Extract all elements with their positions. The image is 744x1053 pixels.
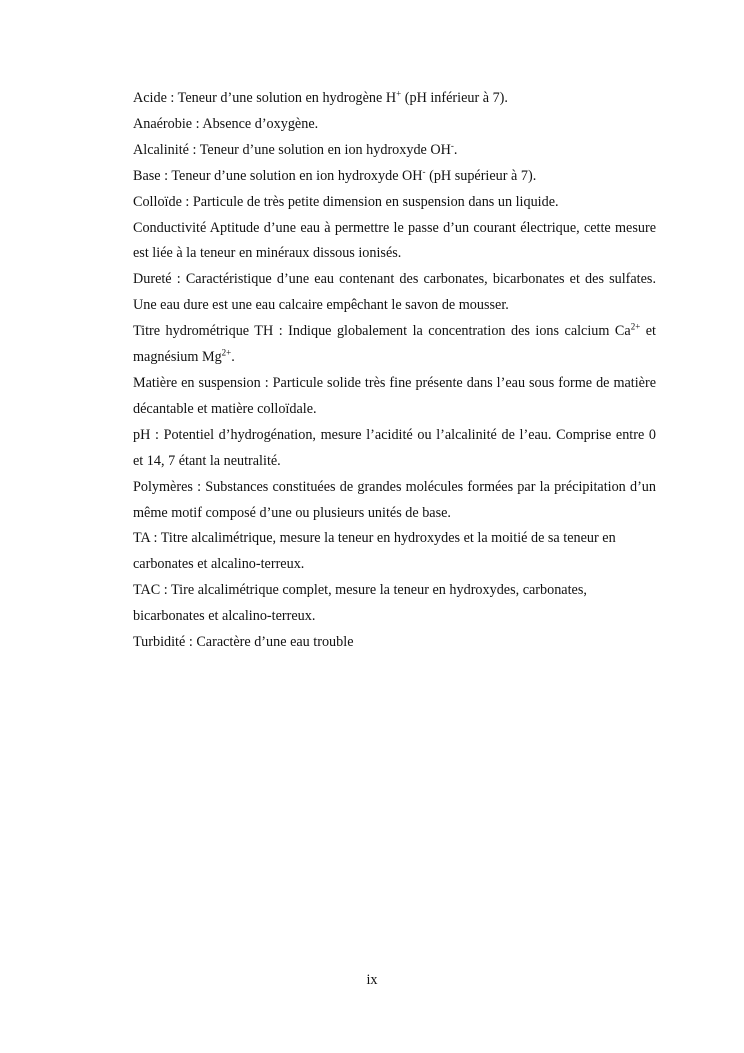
- entry-text: TAC : Tire alcalimétrique complet, mesure la teneur en hydroxydes, carbonates, bicarbonates et alcalino-terreux.: [133, 582, 587, 625]
- glossary-entry-titre-hydrometrique: [133, 319, 656, 371]
- glossary-entry-colloide: [133, 190, 656, 216]
- entry-text: Conductivité Aptitude d’une eau à permettre le passe d’un courant électrique, cette mesure est liée à la teneur en minéraux dissous ionisés.: [133, 219, 656, 262]
- glossary-entry-base: [133, 164, 656, 190]
- entry-text: .: [453, 141, 458, 158]
- glossary-entry-acide: [133, 86, 656, 112]
- entry-text: Alcalinité : Teneur d’une solution en ion hydroxyde OH: [133, 141, 451, 158]
- entry-text: Acide : Teneur d’une solution en hydrogène H: [133, 90, 397, 106]
- glossary-entry-tac: [133, 578, 656, 630]
- superscript: -: [450, 140, 454, 151]
- entry-text: (pH supérieur à 7).: [425, 167, 537, 184]
- entry-text: Titre hydrométrique TH : Indique globalement la concentration des ions calcium Ca: [133, 323, 631, 340]
- superscript: -: [422, 165, 426, 176]
- entry-text: Polymères : Substances constituées de grandes molécules formées par la précipitation d’un même motif composé d’une ou plusieurs unités de base.: [133, 478, 656, 521]
- entry-text: Anaérobie : Absence d’oxygène.: [133, 115, 319, 132]
- entry-text: Base : Teneur d’une solution en ion hydroxyde OH: [133, 167, 423, 184]
- entry-text: Turbidité : Caractère d’une eau trouble: [133, 634, 354, 651]
- glossary-entry-ph: [133, 423, 656, 475]
- glossary-entry-durete: [133, 267, 656, 319]
- entry-text: (pH inférieur à 7).: [401, 90, 508, 106]
- glossary-entry-conductivite: [133, 216, 656, 268]
- superscript: 2+: [221, 347, 232, 358]
- entry-text: Matière en suspension : Particule solide très fine présente dans l’eau sous forme de matière décantable et matière colloïdale.: [133, 374, 656, 417]
- glossary-entry-alcalinite: [133, 138, 656, 164]
- superscript: 2+: [630, 321, 641, 332]
- glossary-entry-ta: [133, 526, 656, 578]
- glossary-entry-polymeres: [133, 475, 656, 527]
- entry-text: et magnésium Mg: [133, 323, 656, 366]
- page-number: ix: [366, 972, 378, 988]
- glossary-entry-matiere-suspension: [133, 371, 656, 423]
- glossary-entry-anaerobie: [133, 112, 656, 138]
- entry-text: Colloïde : Particule de très petite dimension en suspension dans un liquide.: [133, 193, 559, 210]
- entry-text: TA : Titre alcalimétrique, mesure la teneur en hydroxydes et la moitié de sa teneur en carbonates et alcalino-terreux.: [133, 530, 616, 573]
- entry-text: .: [231, 349, 235, 366]
- entry-text: Dureté : Caractéristique d’une eau contenant des carbonates, bicarbonates et des sulfates. Une eau dure est une eau calcaire empêchant le savon de mousser.: [133, 271, 656, 314]
- glossary: [133, 86, 656, 656]
- entry-text: pH : Potentiel d’hydrogénation, mesure l’acidité ou l’alcalinité de l’eau. Comprise entre 0 et 14, 7 étant la neutralité.: [133, 426, 656, 469]
- glossary-entry-turbidite: [133, 630, 656, 656]
- superscript: +: [396, 88, 402, 99]
